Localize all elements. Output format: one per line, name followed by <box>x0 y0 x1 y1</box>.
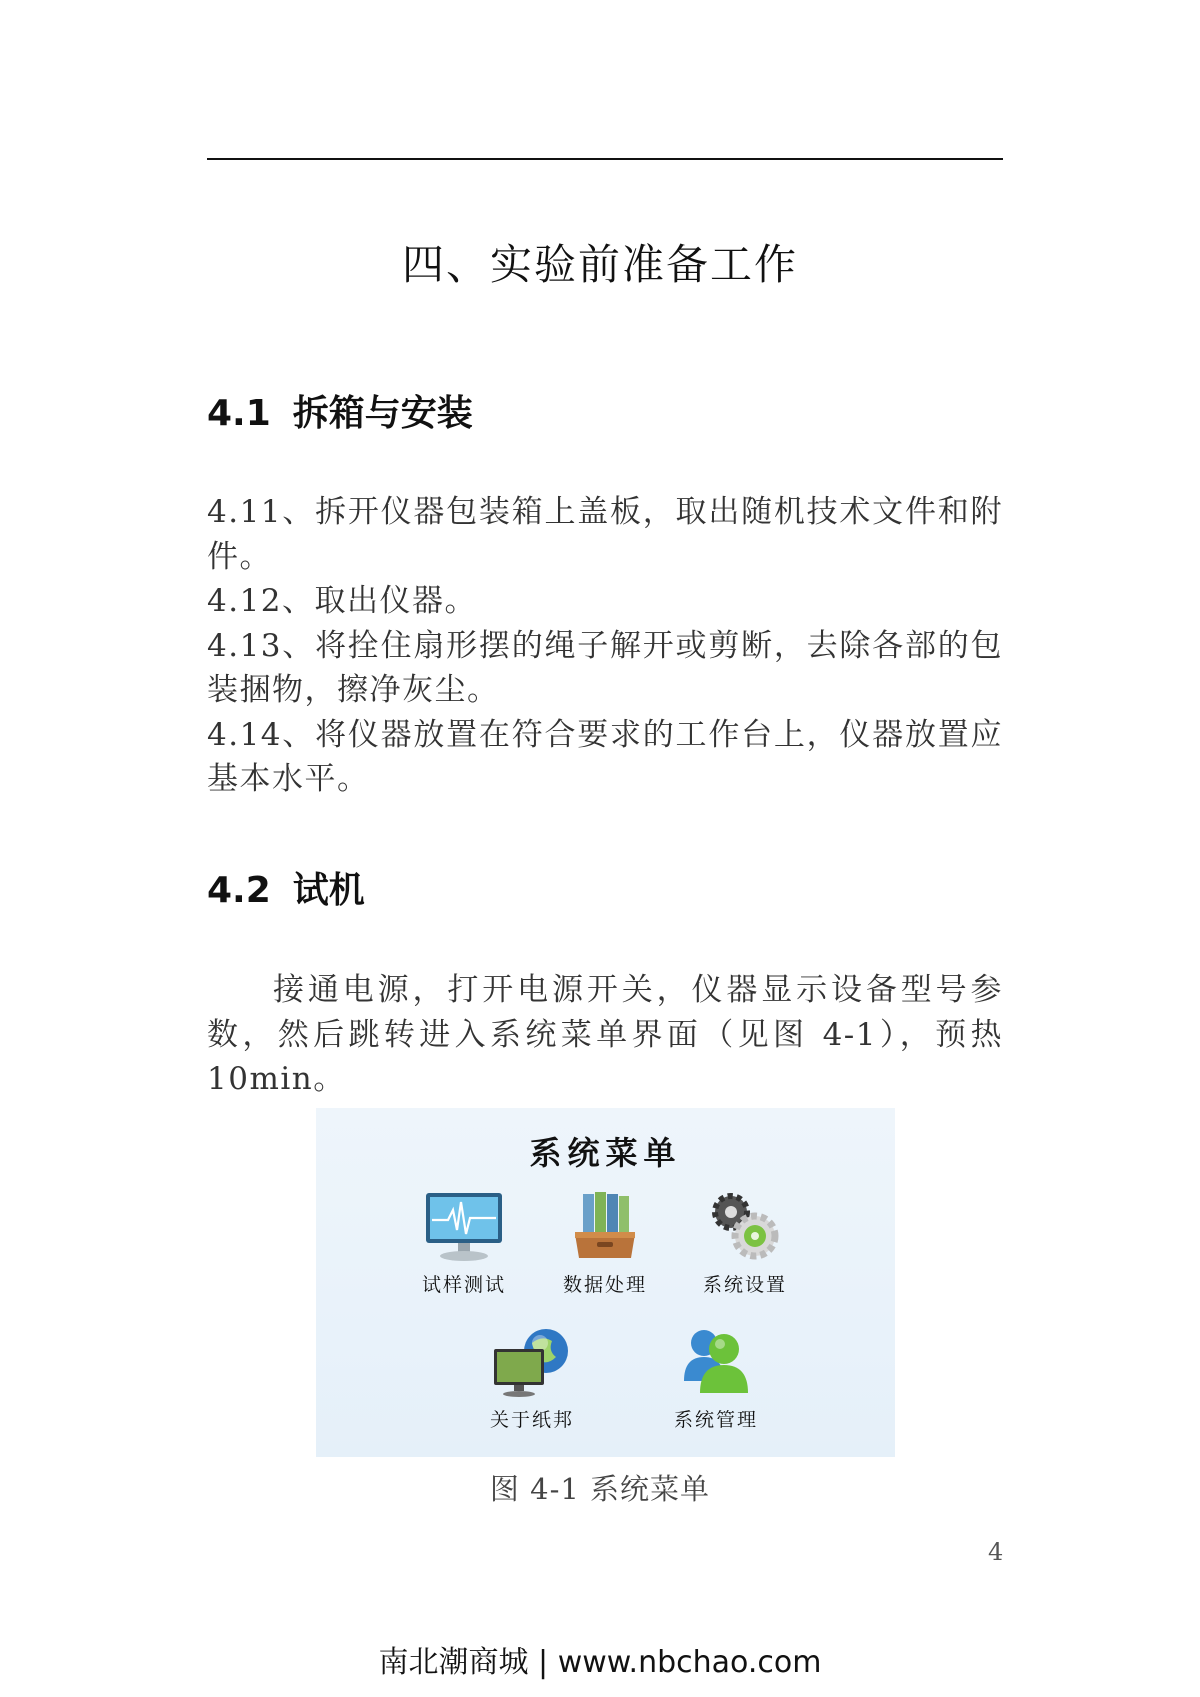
menu-item-label: 试样测试 <box>421 1274 506 1296</box>
menu-title: 系统菜单 <box>529 1134 682 1172</box>
menu-item-label: 数据处理 <box>562 1274 647 1296</box>
page-number: 4 <box>988 1538 1004 1566</box>
menu-item-about[interactable] <box>457 1325 607 1432</box>
paragraph-4-14: 4.14、将仪器放置在符合要求的工作台上，仪器放置应基本水平。 <box>207 716 1003 797</box>
top-rule <box>207 158 1003 160</box>
paragraph-4-12: 4.12、取出仪器。 <box>207 583 478 619</box>
paragraph-4-13: 4.13、将拴住扇形摆的绳子解开或剪断，去除各部的包装捆物，擦净灰尘。 <box>207 627 1003 708</box>
section-heading-4-1 <box>207 385 473 436</box>
chapter-title: 四、实验前准备工作 <box>401 240 798 289</box>
footer-brand[interactable]: 南北潮商城 | www.nbchao.com <box>378 1645 822 1680</box>
monitor-waveform-icon <box>422 1190 506 1264</box>
users-icon <box>674 1325 758 1399</box>
section-number: 4.2 <box>207 870 271 911</box>
globe-monitor-icon <box>490 1325 574 1399</box>
section-number: 4.1 <box>207 393 271 434</box>
gears-icon <box>703 1190 787 1264</box>
figure-caption: 图 4-1 系统菜单 <box>489 1472 711 1506</box>
section-title: 试机 <box>292 870 365 911</box>
menu-item-label: 关于纸邦 <box>489 1409 574 1431</box>
section-heading-4-2 <box>207 862 365 913</box>
menu-item-data-processing[interactable] <box>530 1190 680 1297</box>
file-box-icon <box>563 1190 647 1264</box>
paragraph-trial-run: 接通电源，打开电源开关，仪器显示设备型号参数，然后跳转进入系统菜单界面（见图 4-1），预热 10min。 <box>207 972 1003 1097</box>
system-menu-figure <box>316 1108 895 1457</box>
section-4-2-body <box>207 968 1003 1102</box>
menu-item-system-management[interactable] <box>641 1325 791 1432</box>
section-4-1-body <box>207 490 1003 802</box>
menu-item-system-settings[interactable] <box>670 1190 820 1297</box>
paragraph-4-11: 4.11、拆开仪器包装箱上盖板，取出随机技术文件和附件。 <box>207 494 1003 575</box>
menu-item-label: 系统设置 <box>702 1274 787 1296</box>
menu-item-label: 系统管理 <box>673 1409 758 1431</box>
menu-item-sample-test[interactable] <box>389 1190 539 1297</box>
section-title: 拆箱与安装 <box>292 393 473 434</box>
